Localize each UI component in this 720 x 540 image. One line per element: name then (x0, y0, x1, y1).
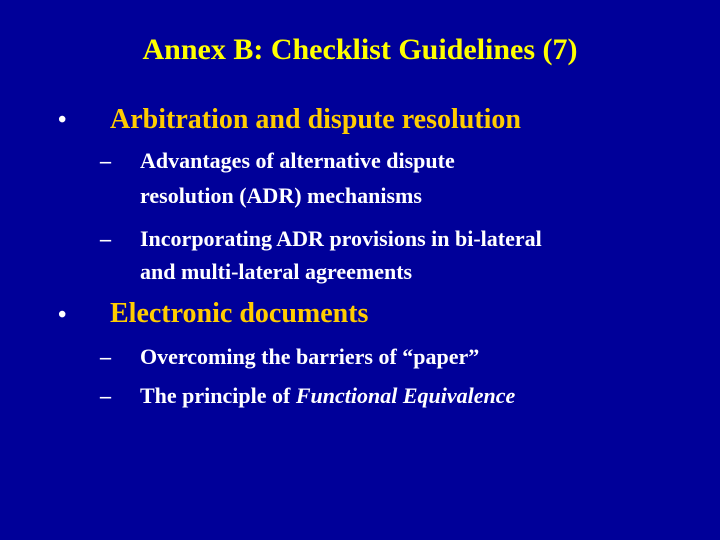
sub-item-functional-equivalence (140, 381, 515, 411)
sub-item-adr-provisions-line1: Incorporating ADR provisions in bi-lateral (140, 226, 542, 251)
bullet-icon: • (58, 302, 67, 328)
bullet-icon: • (58, 107, 67, 133)
sub-item-functional-equivalence-prefix: The principle of (140, 383, 296, 408)
dash-icon: – (100, 226, 111, 251)
section-heading-arbitration: Arbitration and dispute resolution (110, 104, 521, 135)
sub-item-adr-advantages-line1: Advantages of alternative dispute (140, 148, 455, 173)
sub-item-adr-advantages-line2: resolution (ADR) mechanisms (140, 183, 422, 208)
sub-item-paper-barriers: Overcoming the barriers of “paper” (140, 344, 480, 369)
slide-title: Annex B: Checklist Guidelines (7) (142, 33, 578, 66)
dash-icon: – (100, 148, 111, 173)
section-heading-electronic-documents: Electronic documents (110, 298, 369, 329)
dash-icon: – (100, 383, 111, 408)
sub-item-functional-equivalence-emphasis: Functional Equivalence (295, 383, 516, 408)
dash-icon: – (100, 344, 111, 369)
sub-item-adr-provisions-line2: and multi-lateral agreements (140, 259, 413, 284)
